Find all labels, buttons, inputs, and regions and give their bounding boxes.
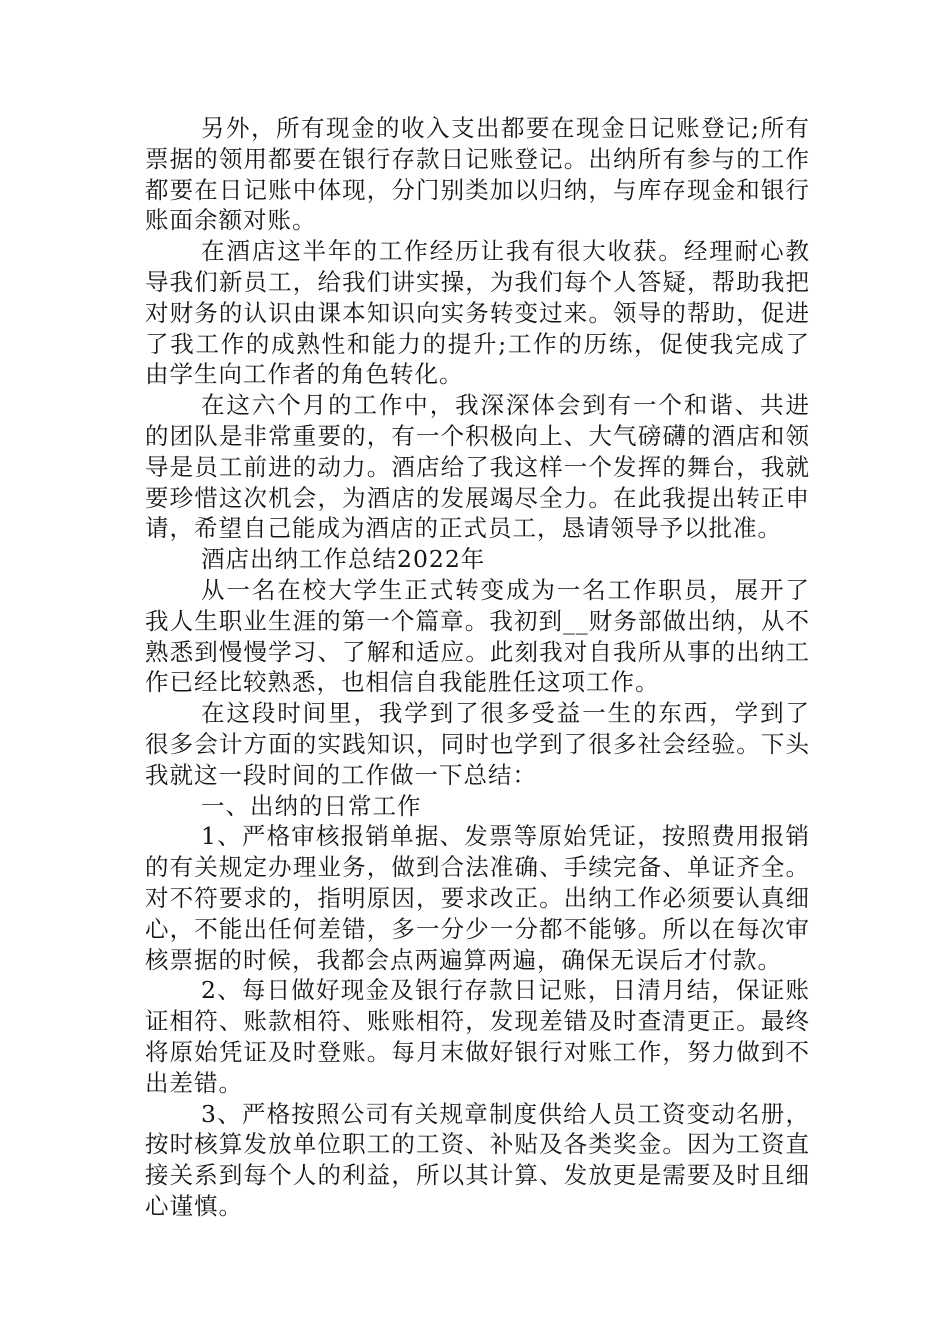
paragraph-half-year-experience: 在酒店这半年的工作经历让我有很大收获。经理耐心教导我们新员工，给我们讲实操，为我们每个人答疑，帮助我把对财务的认识由课本知识向实务转变过来。领导的帮助，促进了我工作的成熟性和能力的提升;工作的历练，促使我完成了由学生向工作者的角色转化。 [145,237,810,389]
list-item-2: 2、每日做好现金及银行存款日记账，日清月结，保证账证相符、账款相符、账账相符，发现差错及时查清更正。最终将原始凭证及时登账。每月末做好银行对账工作，努力做到不出差错。 [145,976,810,1097]
paragraph-six-months-application: 在这六个月的工作中，我深深体会到有一个和谐、共进的团队是非常重要的，有一个积极向上、大气磅礴的酒店和领导是员工前进的动力。酒店给了我这样一个发挥的舞台，我就要珍惜这次机会，为酒店的发展竭尽全力。在此我提出转正申请，希望自己能成为酒店的正式员工，恳请领导予以批准。 [145,391,810,543]
subheading-daily-work: 一、出纳的日常工作 [201,791,422,820]
list-item-3: 3、严格按照公司有关规章制度供给人员工资变动名册，按时核算发放单位职工的工资、补贴及各类奖金。因为工资直接关系到每个人的利益，所以其计算、发放更是需要及时且细心谨慎。 [145,1099,810,1220]
document-page [145,113,810,1222]
section-title: 酒店出纳工作总结2022年 [201,545,486,574]
paragraph-cash-journal: 另外，所有现金的收入支出都要在现金日记账登记;所有票据的领用都要在银行存款日记账登记。出纳所有参与的工作都要在日记账中体现，分门别类加以归纳，与库存现金和银行账面余额对账。 [145,114,810,235]
paragraph-learned: 在这段时间里，我学到了很多受益一生的东西，学到了很多会计方面的实践知识，同时也学到了很多社会经验。下头我就这一段时间的工作做一下总结： [145,699,810,789]
list-item-1: 1、严格审核报销单据、发票等原始凭证，按照费用报销的有关规定办理业务，做到合法准确、手续完备、单证齐全。对不符要求的，指明原因，要求改正。出纳工作必须要认真细心，不能出任何差错，多一分少一分都不能够。所以在每次审核票据的时候，我都会点两遍算两遍，确保无误后才付款。 [145,822,810,974]
paragraph-career-start: 从一名在校大学生正式转变成为一名工作职员，展开了我人生职业生涯的第一个篇章。我初到__财务部做出纳，从不熟悉到慢慢学习、了解和适应。此刻我对自我所从事的出纳工作已经比较熟悉，也相信自我能胜任这项工作。 [145,575,810,697]
